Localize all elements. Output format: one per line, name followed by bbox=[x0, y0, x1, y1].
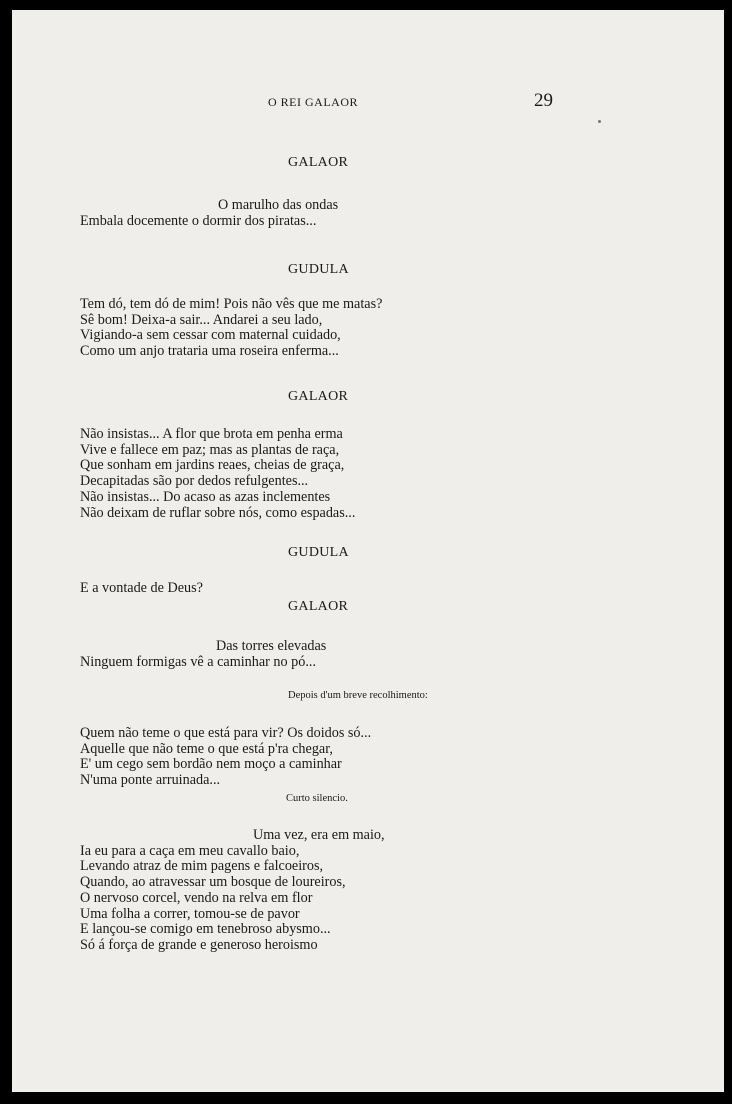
verse-line: Embala docemente o dormir dos piratas... bbox=[80, 212, 317, 229]
verse-line: Não insistas... A flor que brota em penha erma bbox=[80, 426, 343, 442]
verse-line: E lançou-se comigo em tenebroso abysmo... bbox=[80, 921, 331, 938]
book-page: O REI GALAOR 29 GALAOR O marulho das ondas Embala docemente o dormir dos piratas... GUDULA Tem dó, tem dó de mim! Pois não vês que me matas? Sê bom! Deixa-a sair... Andarei a seu lado, Vigiando-a sem cessar com maternal cuidado, Como um anjo trataria uma roseira enferma... GALAOR Não insistas... A flor que brota em penha erma Vive e fallece em paz; mas as plantas de raça, Que sonham em jardins reaes, cheias de graça, Decapitadas são por dedos refulgentes... Não insistas... Do acaso as azas inclementes Não deixam de ruflar sobre nós, como espadas... GUDULA E a vontade de Deus? GALAOR Das torres elevadas Ninguem formigas vê a caminhar no pó... Depois d'um breve recolhimento: Quem não teme o que está para vir? Os doidos só... Aquelle que não teme o que está p'ra chegar, E' um cego sem bordão nem moço a caminhar N'uma ponte arruinada... Curto silencio. Uma vez, era em maio, Ia eu para a caça em meu cavallo baio, Levando atraz de mim pagens e falcoeiros, Quando, ao atravessar um bosque de loureiros, O nervoso corcel, vendo na relva em flor Uma folha a correr, tomou-se de pavor E lançou-se comigo em tenebroso abysmo... Só á força de grande e generoso heroismo bbox=[12, 10, 724, 1092]
speech-galaor-1 bbox=[80, 198, 338, 229]
verse-line: O nervoso corcel, vendo na relva em flor bbox=[80, 889, 313, 906]
speech-galaor-5 bbox=[80, 828, 385, 954]
verse-line: Tem dó, tem dó de mim! Pois não vês que me matas? bbox=[80, 296, 383, 312]
speech-galaor-3 bbox=[80, 639, 326, 670]
verse-line: Vigiando-a sem cessar com maternal cuidado, bbox=[80, 327, 341, 344]
verse-line: N'uma ponte arruinada... bbox=[80, 772, 221, 789]
speech-galaor-2 bbox=[80, 427, 355, 521]
verse-line: Ia eu para a caça em meu cavallo baio, bbox=[80, 842, 300, 859]
verse-line: Só á força de grande e generoso heroismo bbox=[80, 936, 318, 953]
stage-direction: Curto silencio. bbox=[286, 793, 348, 804]
speech-gudula-2 bbox=[80, 581, 203, 597]
verse-line: Decapitadas são por dedos refulgentes... bbox=[80, 473, 309, 490]
verse-line: Uma folha a correr, tomou-se de pavor bbox=[80, 905, 300, 922]
verse-line: E' um cego sem bordão nem moço a caminhar bbox=[80, 756, 342, 773]
verse-line: Não deixam de ruflar sobre nós, como espadas... bbox=[80, 504, 356, 521]
verse-line: Não insistas... Do acaso as azas inclementes bbox=[80, 488, 331, 505]
verse-line: O marulho das ondas bbox=[218, 197, 339, 213]
verse-line: Quando, ao atravessar um bosque de loureiros, bbox=[80, 874, 346, 891]
verse-line: Como um anjo trataria uma roseira enferma... bbox=[80, 343, 339, 360]
verse-line: E a vontade de Deus? bbox=[80, 580, 203, 596]
running-head-title: O REI GALAOR bbox=[268, 95, 358, 109]
speech-galaor-4 bbox=[80, 726, 371, 789]
verse-line: Sê bom! Deixa-a sair... Andarei a seu lado, bbox=[80, 311, 323, 328]
verse-line: Uma vez, era em maio, bbox=[253, 827, 385, 843]
verse-line: Aquelle que não teme o que está p'ra chegar, bbox=[80, 740, 333, 757]
verse-line: Ninguem formigas vê a caminhar no pó... bbox=[80, 653, 316, 670]
paper-speck bbox=[598, 120, 601, 123]
verse-line: Que sonham em jardins reaes, cheias de graça, bbox=[80, 457, 345, 474]
running-head bbox=[12, 90, 724, 115]
verse-line: Das torres elevadas bbox=[216, 638, 327, 654]
verse-line: Levando atraz de mim pagens e falcoeiros, bbox=[80, 858, 324, 875]
verse-line: Quem não teme o que está para vir? Os doidos só... bbox=[80, 725, 372, 741]
stage-direction: Depois d'um breve recolhimento: bbox=[288, 690, 428, 701]
speech-gudula-1 bbox=[80, 297, 382, 360]
page-number: 29 bbox=[534, 90, 553, 111]
verse-line: Vive e fallece em paz; mas as plantas de raça, bbox=[80, 441, 340, 458]
